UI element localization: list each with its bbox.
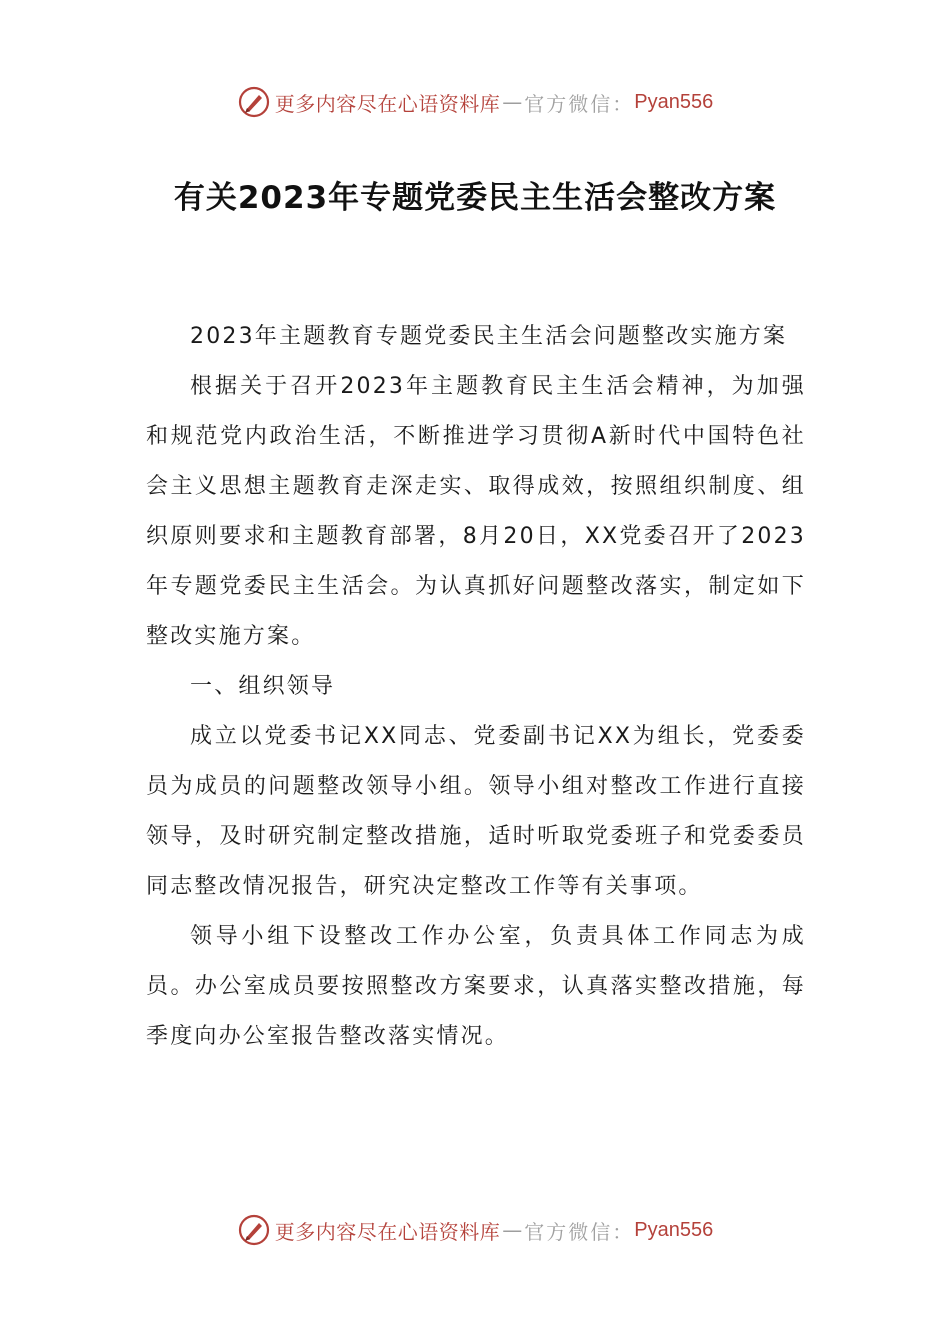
watermark-separator: — [502,90,523,114]
document-title: 有关2023年专题党委民主生活会整改方案 [173,180,777,216]
paragraph-intro: 根据关于召开2023年主题教育民主生活会精神，为加强和规范党内政治生活，不断推进学习贯彻A新时代中国特色社会主义思想主题教育走深走实、取得成效，按照组织制度、组织原则要求和主题教育部署，8月20日，XX党委召开了2023年专题党委民主生活会。为认真抓好问题整改落实，制定如下整改实施方案。 [146,374,806,649]
paragraph-leadership: 成立以党委书记XX同志、党委副书记XX为组长，党委委员为成员的问题整改领导小组。领导小组对整改工作进行直接领导，及时研究制定整改措施，适时听取党委班子和党委委员同志整改情况报告，研究决定整改工作等有关事项。 [146,724,806,899]
watermark-separator: — [502,1218,523,1242]
section-heading: 一、组织领导 [190,674,336,699]
watermark-official-label: 官方微信： [524,91,635,116]
watermark-wechat-id: Pyan556 [634,1218,714,1241]
paragraph-office: 领导小组下设整改工作办公室，负责具体工作同志为成员。办公室成员要按照整改方案要求，认真落实整改措施，每季度向办公室报告整改落实情况。 [146,924,806,1049]
watermark-banner-bottom [0,1210,950,1250]
paragraph-subtitle: 2023年主题教育专题党委民主生活会问题整改实施方案 [190,324,788,349]
watermark-official-label: 官方微信： [524,1219,635,1244]
watermark-wechat-id: Pyan556 [634,90,714,113]
pen-logo-icon [237,1213,271,1247]
watermark-text: 更多内容尽在心语资料库 [274,91,501,116]
watermark-text: 更多内容尽在心语资料库 [274,1219,501,1244]
document-body [146,312,806,1062]
pen-logo-icon [237,85,271,119]
watermark-banner-top [0,82,950,122]
